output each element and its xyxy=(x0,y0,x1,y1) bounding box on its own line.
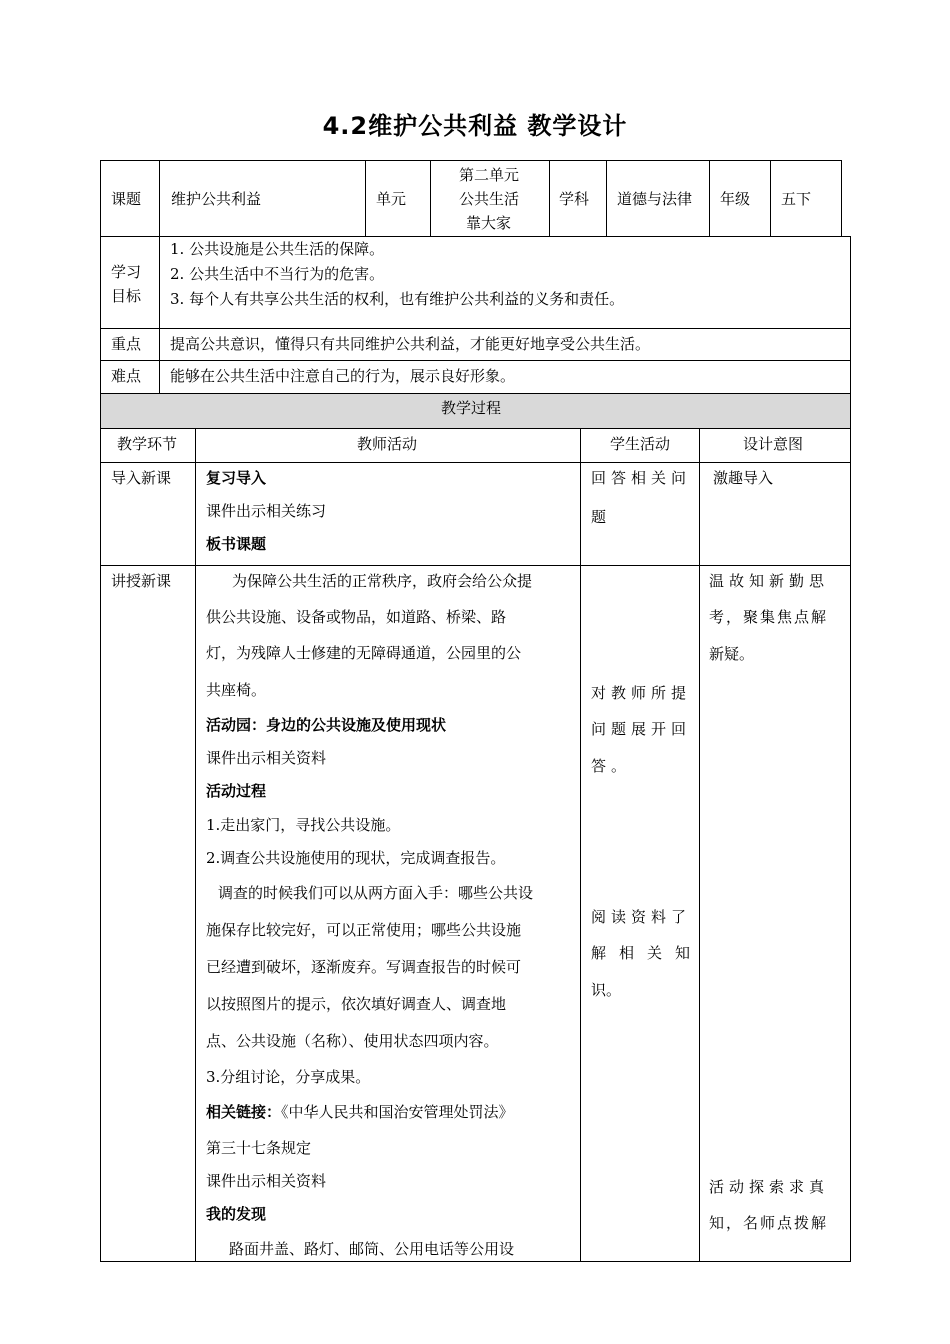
goals-label-line-1: 学习 xyxy=(111,263,142,281)
student-reading-line: 解相关知 xyxy=(591,944,704,962)
header-intent: 设计意图 xyxy=(743,435,804,453)
lecture-paragraph-2-line: 已经遭到破坏，逐渐废弃。写调查报告的时候可 xyxy=(206,958,522,976)
lecture-paragraph-1-line: 灯，为残障人士修建的无障碍通道，公园里的公 xyxy=(206,644,522,662)
unit-label-cell xyxy=(365,160,431,237)
intent-line: 活动探索求真 xyxy=(709,1178,830,1196)
lecture-paragraph-2-line: 施保存比较完好，可以正常使用；哪些公共设施 xyxy=(206,921,522,939)
lecture-paragraph-1-line: 供公共设施、设备或物品，如道路、桥梁、路 xyxy=(206,608,507,626)
topic-value-cell xyxy=(159,160,366,237)
lecture-intent-cell xyxy=(699,565,851,1262)
header-stage: 教学环节 xyxy=(117,435,178,453)
review-intro-heading: 复习导入 xyxy=(206,469,267,487)
header-teacher-cell xyxy=(195,428,581,463)
topic-label: 课题 xyxy=(111,190,142,208)
related-link-line xyxy=(206,1101,514,1123)
lecture-paragraph-2-line: 以按照图片的提示，依次填好调查人、调查地 xyxy=(206,995,507,1013)
lecture-student-cell xyxy=(580,565,704,1262)
lecture-paragraph-2-line: 点、公共设施（名称）、使用状态四项内容。 xyxy=(206,1032,499,1050)
intro-teacher-cell xyxy=(195,462,581,566)
intro-intent: 激趣导入 xyxy=(713,469,774,487)
intent-line: 考，聚集焦点解 xyxy=(709,608,829,626)
header-student: 学生活动 xyxy=(610,435,671,453)
lecture-paragraph-1-line: 共座椅。 xyxy=(206,681,267,699)
lecture-teacher-cell xyxy=(195,565,581,1262)
lecture-stage-cell xyxy=(100,565,196,1262)
intro-intent-cell xyxy=(699,462,851,566)
step-item: 1.走出家门，寻找公共设施。 xyxy=(206,816,401,834)
difficulty-text: 能够在公共生活中注意自己的行为，展示良好形象。 xyxy=(170,367,516,385)
student-response-line: 答。 xyxy=(591,757,632,775)
goals-content-cell xyxy=(159,236,851,329)
key-point-label: 重点 xyxy=(111,335,142,353)
header-student-cell xyxy=(580,428,700,463)
goal-item: 3. 每个人有共享公共生活的权利，也有维护公共利益的义务和责任。 xyxy=(170,290,625,308)
subject-value: 道德与法律 xyxy=(617,190,693,208)
key-point-cell xyxy=(159,328,851,361)
materials-line: 课件出示相关资料 xyxy=(206,1172,327,1190)
header-intent-cell xyxy=(699,428,851,463)
student-reading-line: 识。 xyxy=(591,981,622,999)
intent-line: 新疑。 xyxy=(709,645,755,663)
step-item: 3.分组讨论，分享成果。 xyxy=(206,1068,371,1086)
lecture-paragraph-1-line: 为保障公共生活的正常秩序，政府会给公众提 xyxy=(232,572,533,590)
topic-label-cell xyxy=(100,160,160,237)
unit-value-cell xyxy=(430,160,550,237)
unit-label: 单元 xyxy=(376,190,407,208)
step-item: 2.调查公共设施使用的现状，完成调查报告。 xyxy=(206,849,506,867)
intro-student-line-1: 回答相关问 xyxy=(591,469,692,487)
intro-teacher-line: 课件出示相关练习 xyxy=(206,502,327,520)
grade-label: 年级 xyxy=(720,190,751,208)
subject-label: 学科 xyxy=(559,190,590,208)
student-response-line: 对教师所提 xyxy=(591,684,692,702)
key-point-label-cell xyxy=(100,328,160,361)
intro-student-cell xyxy=(580,462,700,566)
unit-value-line-2: 公共生活 xyxy=(459,190,520,208)
unit-value-line-1: 第二单元 xyxy=(459,166,520,184)
subject-label-cell xyxy=(549,160,607,237)
related-link-label: 相关链接： xyxy=(206,1103,282,1121)
document-title: 4.2维护公共利益 教学设计 xyxy=(322,112,628,140)
difficulty-label: 难点 xyxy=(111,367,142,385)
key-point-text: 提高公共意识，懂得只有共同维护公共利益，才能更好地享受公共生活。 xyxy=(170,335,651,353)
process-title-cell xyxy=(100,393,851,429)
goal-item: 2. 公共生活中不当行为的危害。 xyxy=(170,265,385,283)
header-stage-cell xyxy=(100,428,196,463)
intent-line: 知，名师点拨解 xyxy=(709,1214,829,1232)
board-topic-heading: 板书课题 xyxy=(206,535,267,553)
subject-value-cell xyxy=(606,160,710,237)
finding-text: 路面井盖、路灯、邮筒、公用电话等公用设 xyxy=(229,1240,515,1258)
intent-line: 温故知新勤思 xyxy=(709,572,830,590)
goals-label-cell xyxy=(100,236,160,329)
grade-value: 五下 xyxy=(781,190,812,208)
unit-value-line-3: 靠大家 xyxy=(466,214,512,232)
grade-value-cell xyxy=(770,160,842,237)
difficulty-cell xyxy=(159,360,851,394)
difficulty-label-cell xyxy=(100,360,160,394)
intro-stage: 导入新课 xyxy=(111,469,172,487)
header-teacher: 教师活动 xyxy=(357,435,418,453)
topic-value: 维护公共利益 xyxy=(171,190,262,208)
process-heading: 活动过程 xyxy=(206,782,267,800)
article-line: 第三十七条规定 xyxy=(206,1139,312,1157)
finding-heading: 我的发现 xyxy=(206,1205,267,1223)
student-reading-line: 阅读资料了 xyxy=(591,908,692,926)
related-link-text: 《中华人民共和国治安管理处罚法》 xyxy=(281,1103,514,1121)
intro-stage-cell xyxy=(100,462,196,566)
lecture-paragraph-2-line: 调查的时候我们可以从两方面入手：哪些公共设 xyxy=(218,884,534,902)
goals-label-line-2: 目标 xyxy=(111,287,142,305)
intro-student-line-2: 题 xyxy=(591,508,607,526)
goal-item: 1. 公共设施是公共生活的保障。 xyxy=(170,240,385,258)
materials-line: 课件出示相关资料 xyxy=(206,749,327,767)
activity-heading: 活动园：身边的公共设施及使用现状 xyxy=(206,716,447,734)
grade-label-cell xyxy=(709,160,771,237)
lecture-stage: 讲授新课 xyxy=(111,572,172,590)
process-title: 教学过程 xyxy=(441,399,502,417)
student-response-line: 问题展开回 xyxy=(591,720,692,738)
